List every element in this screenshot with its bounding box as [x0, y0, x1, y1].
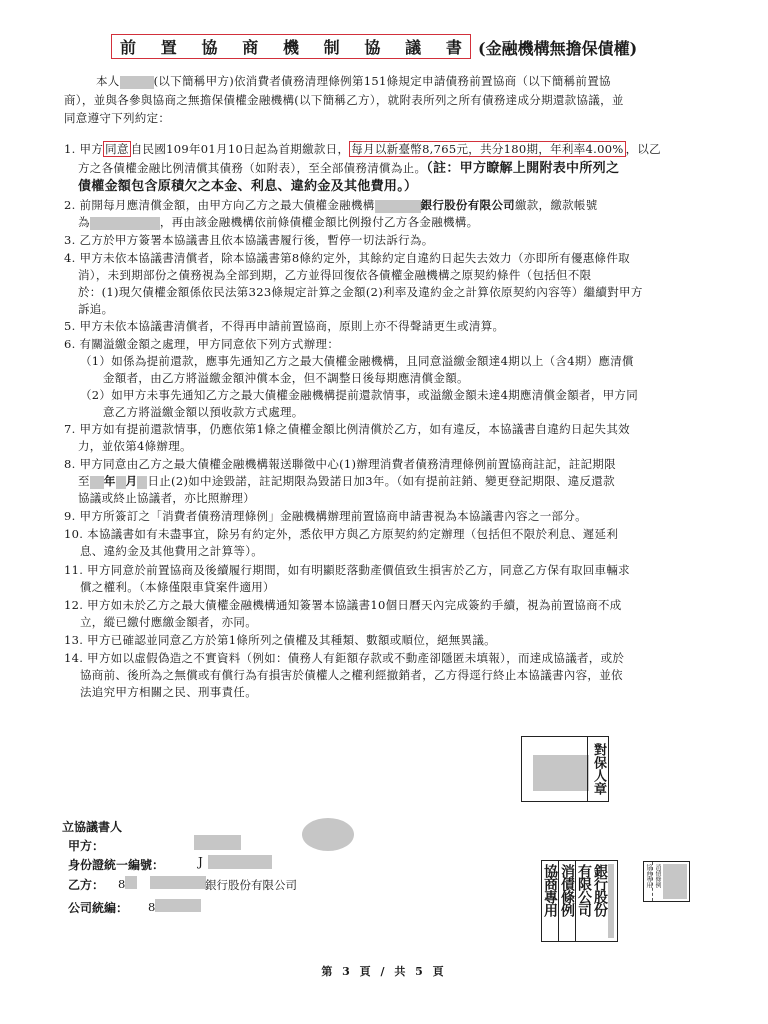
clause-11-line-1: 11. 甲方同意於前置協商及後續履行期間，如有明顯貶落動產價值致生損害於乙方，同意乙方保有取回車輛求 — [64, 563, 630, 577]
clause-text: 方之各債權金融比例清償其債務（如附表），至全部債務清償為止。 — [78, 161, 427, 175]
redacted-account — [90, 217, 160, 230]
preamble-line-2: 商），並與各參與協商之無擔保債權金融機構(以下簡稱乙方），就附表所列之所有債務達成分期還款協議，並 — [64, 93, 624, 107]
title-char: 書 — [445, 38, 462, 57]
clause-text: 日止(2)如中途毀諾，註記期限為毀諾日加3年。（如有提前註銷、變更登記期限、違反還款 — [147, 474, 615, 488]
redacted-name — [120, 76, 154, 89]
preamble-line-1 — [96, 73, 611, 89]
clause-1-line-1 — [64, 141, 661, 157]
title-char: 前 — [120, 38, 137, 57]
clause-6-sub-2-line-1: （2）如甲方未事先通知乙方之最大債權金融機構提前還款情事，或溢繳金額未達4期應清償金額者，甲方同 — [80, 388, 639, 402]
redacted-day — [137, 476, 147, 489]
preamble-line-3: 同意遵守下列約定： — [64, 111, 171, 125]
clause-4-line-3: 於：(1)現欠債權金額係依民法第323條規定計算之金額(2)利率及違約金之計算依原契約內容等）繼續對甲方 — [78, 285, 643, 299]
seal-column: 消債條例 — [652, 862, 661, 901]
company-id-prefix: 8 — [148, 900, 156, 914]
redacted-party-a — [194, 835, 241, 850]
clause-6-sub-1-line-2: 金額者，由乙方將溢繳金額沖償本金，但不調整日後每期應清償金額。 — [103, 371, 469, 385]
title-char: 議 — [405, 38, 422, 57]
company-id-label: 公司統編： — [68, 901, 129, 915]
bank-name: 銀行股份有限公司 — [420, 198, 515, 212]
clause-6-sub-1-line-1: （1）如係為提前還款，應事先通知乙方之最大債權金融機構，且同意溢繳金額達4期以上（含4期）應清償 — [80, 354, 634, 368]
party-a-label: 甲方： — [68, 839, 105, 853]
clause-text: 2. 前開每月應清償金額，由甲方向乙方之最大債權金融機構 — [64, 198, 375, 212]
clause-14-line-2: 協商前、後所為之無償或有償行為有損害於債權人之權利經撤銷者，乙方得逕行終止本協議書內容，並依 — [80, 668, 623, 682]
bank-seal — [541, 860, 618, 942]
seal-column: 協商專用 — [645, 864, 652, 888]
agree-highlight: 同意 — [105, 142, 129, 156]
signatories-heading: 立協議書人 — [62, 820, 123, 834]
id-number-prefix: J — [198, 855, 203, 869]
title-char: 機 — [282, 38, 299, 57]
clause-4-line-1: 4. 甲方未依本協議書清償者，除本協議書第8條約定外，其餘約定自違約日起失去效力（亦即所有優惠條件取 — [64, 251, 630, 265]
clause-6-sub-2-line-2: 意乙方將溢繳金額以預收款方式處理。 — [103, 405, 304, 419]
clause-12-line-1: 12. 甲方如未於乙方之最大債權金融機構通知簽署本協議書10個日曆天內完成簽約手續，視為前置協商不成 — [64, 598, 622, 612]
clause-4-line-2: 消），未到期部份之債務視為全部到期，乙方並得回復依各債權金融機構之原契約條件（包括但不限 — [78, 268, 592, 282]
clause-text: 1. 甲方 — [64, 142, 104, 156]
clause-2-line-2 — [78, 214, 478, 230]
guarantor-stamp-box — [521, 736, 609, 802]
redacted-party-b-bank — [150, 876, 206, 889]
preamble-text: (以下簡稱甲方)依消費者債務清理條例第151條規定申請債務前置協商（以下簡稱前置協 — [153, 74, 611, 88]
clause-8-line-3: 協議或終止協議者，亦比照辦理） — [78, 491, 255, 505]
title-char: 商 — [242, 38, 259, 57]
clause-14-line-1: 14. 甲方如以虛假偽造之不實資料（例如：債務人有鉅額存款或不動產卻隱匿未填報），而達成協議者，或於 — [64, 651, 625, 665]
clause-7-line-2: 力，並依第4條辦理。 — [78, 439, 192, 453]
page-number: 第 3 頁 / 共 5 頁 — [321, 965, 447, 978]
party-b-prefix: 8 — [118, 877, 126, 891]
clause-2-line-1 — [64, 197, 598, 213]
payment-terms-highlight: 每月以新臺幣8,765元，共分180期，年利率4.00% — [351, 142, 624, 156]
redacted-seal-part — [608, 864, 614, 938]
redacted-party-b-code — [125, 876, 137, 889]
clause-10-line-2: 息、違約金及其他費用之計算等）。 — [80, 544, 264, 558]
clause-13: 13. 甲方已確認並同意乙方於第1條所列之債權及其種類、數額或順位，絕無異議。 — [64, 633, 496, 647]
small-bank-seal — [643, 861, 690, 902]
preamble-prefix: 本人 — [96, 74, 120, 88]
redacted-stamp — [533, 755, 589, 791]
clause-6-head: 6. 有關溢繳金額之處理，甲方同意依下列方式辦理： — [64, 337, 340, 351]
clause-text: ，再由該金融機構依前條債權金額比例撥付乙方各金融機構。 — [159, 215, 479, 229]
seal-column: 協商專用 — [542, 864, 558, 916]
clause-8-line-1: 8. 甲方同意由乙方之最大債權金融機構報送聯徵中心(1)辦理消費者債務清理條例前置協商註記，註記期限 — [64, 457, 616, 471]
clause-1-line-2 — [78, 160, 619, 177]
party-b-label: 乙方： — [68, 878, 105, 892]
clause-11-line-2: 償之權利。（本條僅限車貸案件適用） — [80, 580, 275, 594]
redacted-year — [90, 476, 104, 489]
redacted-seal-part — [663, 864, 687, 899]
redacted-company-id — [155, 899, 201, 912]
clause-4-line-4: 訴追。 — [78, 302, 114, 316]
redacted-bank — [375, 200, 421, 213]
clause-5: 5. 甲方未依本協議書清償者，不得再申請前置協商，原則上亦不得聲請更生或清算。 — [64, 319, 505, 333]
clause-3: 3. 乙方於甲方簽署本協議書且依本協議書履行後，暫停一切法訴行為。 — [64, 233, 434, 247]
seal-column: 有限公司 — [575, 861, 592, 941]
redacted-id-number — [208, 855, 272, 869]
year-label: 年 — [103, 474, 116, 488]
clause-7-line-1: 7. 甲方如有提前還款情事，仍應依第1條之債權金額比例清償於乙方，如有違反，本協議書自違約日起失其效 — [64, 422, 630, 436]
redacted-seal-oval — [302, 818, 354, 851]
seal-column: 銀行股份 — [592, 864, 608, 916]
document-title — [111, 34, 471, 59]
clause-text: 自民國109年01月10日起為首期繳款日， — [130, 142, 350, 156]
clause-10-line-1: 10. 本協議書如有未盡事宜，除另有約定外，悉依甲方與乙方原契約約定辦理（包括但不限於利息、遲延利 — [64, 527, 619, 541]
clause-14-line-3: 法追究甲方相關之民、刑事責任。 — [80, 685, 257, 699]
clause-text: 繳款，繳款帳號 — [514, 198, 598, 212]
party-b-bank-name: 銀行股份有限公司 — [205, 878, 297, 892]
month-label: 月 — [125, 474, 138, 488]
clause-text: 為 — [78, 215, 90, 229]
clause-8-line-2 — [78, 473, 615, 489]
title-char: 協 — [364, 38, 381, 57]
clause-text: ，以乙 — [625, 142, 661, 156]
title-char: 協 — [201, 38, 218, 57]
seal-column: 消債條例 — [558, 861, 575, 941]
clause-1-note: 債權金額包含原積欠之本金、利息、違約金及其他費用。） — [78, 179, 418, 194]
title-char: 制 — [323, 38, 340, 57]
clause-text: 至 — [78, 474, 90, 488]
redacted-month — [116, 476, 126, 489]
id-number-label: 身份證統一編號： — [68, 858, 165, 872]
document-subtitle: (金融機構無擔保債權) — [478, 39, 638, 58]
title-char: 置 — [160, 38, 177, 57]
clause-12-line-2: 立，縱已繳付應繳金額者，亦同。 — [80, 615, 257, 629]
clause-note: （註：甲方瞭解上開附表中所列之 — [426, 161, 620, 176]
guarantor-stamp-label: 對保人章 — [587, 737, 608, 801]
clause-9: 9. 甲方所簽訂之「消費者債務清理條例」金融機構辦理前置協商申請書視為本協議書內容之一部分。 — [64, 509, 587, 523]
